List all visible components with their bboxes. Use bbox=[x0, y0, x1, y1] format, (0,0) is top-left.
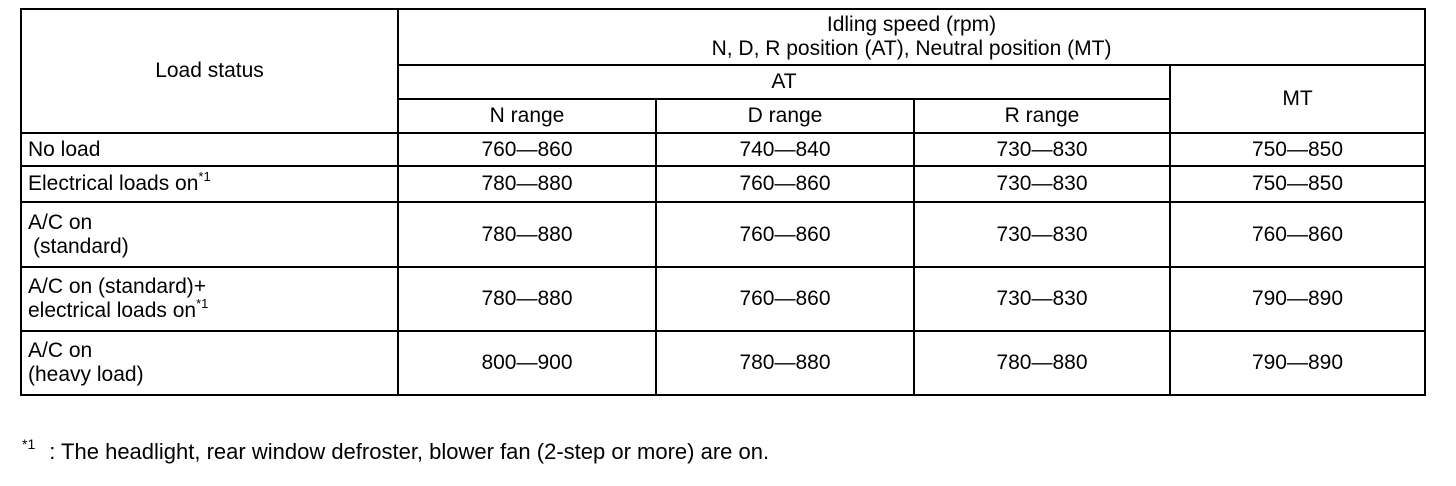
footnote-ref: *1 bbox=[196, 296, 209, 311]
r-range-value: 730—830 bbox=[914, 267, 1170, 331]
d-range-value: 760—860 bbox=[656, 202, 914, 267]
load-status-header: Load status bbox=[21, 9, 398, 133]
d-range-value: 740—840 bbox=[656, 133, 914, 166]
mt-value: 790—890 bbox=[1170, 267, 1425, 331]
r-range-value: 780—880 bbox=[914, 331, 1170, 395]
idling-speed-header bbox=[398, 9, 1425, 65]
d-range-value: 760—860 bbox=[656, 166, 914, 202]
load-status-text-line2: (standard) bbox=[33, 234, 129, 258]
table-row bbox=[21, 202, 1425, 267]
idling-speed-table bbox=[20, 8, 1426, 396]
load-status-cell bbox=[21, 267, 398, 331]
load-status-cell bbox=[21, 202, 398, 267]
load-status-text: No load bbox=[28, 137, 101, 161]
at-header: AT bbox=[398, 65, 1170, 99]
load-status-text: A/C on bbox=[28, 210, 93, 234]
n-range-value: 780—880 bbox=[398, 202, 656, 267]
mt-value: 750—850 bbox=[1170, 133, 1425, 166]
n-range-value: 760—860 bbox=[398, 133, 656, 166]
load-status-cell bbox=[21, 331, 398, 395]
d-range-value: 760—860 bbox=[656, 267, 914, 331]
footnote-text: : The headlight, rear window defroster, blower fan (2-step or more) are on. bbox=[49, 439, 770, 464]
load-status-text-line2-label: electrical loads on bbox=[28, 299, 197, 322]
footnote-ref: *1 bbox=[198, 169, 211, 184]
load-status-text: A/C on (standard)+ bbox=[28, 275, 207, 298]
r-range-header: R range bbox=[914, 99, 1170, 133]
mt-value: 790—890 bbox=[1170, 331, 1425, 395]
load-status-cell bbox=[21, 133, 398, 166]
mt-header: MT bbox=[1170, 65, 1425, 133]
footnote-mark: *1 bbox=[22, 436, 36, 452]
d-range-value: 780—880 bbox=[656, 331, 914, 395]
r-range-value: 730—830 bbox=[914, 202, 1170, 267]
n-range-value: 800—900 bbox=[398, 331, 656, 395]
r-range-value: 730—830 bbox=[914, 133, 1170, 166]
d-range-header: D range bbox=[656, 99, 914, 133]
idling-speed-subtitle: N, D, R position (AT), Neutral position (MT) bbox=[711, 37, 1112, 60]
n-range-header: N range bbox=[398, 99, 656, 133]
table-row bbox=[21, 267, 1425, 331]
load-status-text-line2 bbox=[28, 296, 391, 323]
load-status-text: A/C on bbox=[28, 339, 93, 362]
table-row bbox=[21, 166, 1425, 202]
footnote bbox=[22, 436, 769, 465]
n-range-value: 780—880 bbox=[398, 267, 656, 331]
mt-value: 760—860 bbox=[1170, 202, 1425, 267]
load-status-text: Electrical loads on bbox=[28, 172, 199, 195]
idling-speed-title: Idling speed (rpm) bbox=[826, 13, 997, 36]
n-range-value: 780—880 bbox=[398, 166, 656, 202]
load-status-cell bbox=[21, 166, 398, 202]
load-status-text-line2: (heavy load) bbox=[28, 363, 144, 386]
table-row bbox=[21, 331, 1425, 395]
table-row bbox=[21, 133, 1425, 166]
mt-value: 750—850 bbox=[1170, 166, 1425, 202]
r-range-value: 730—830 bbox=[914, 166, 1170, 202]
